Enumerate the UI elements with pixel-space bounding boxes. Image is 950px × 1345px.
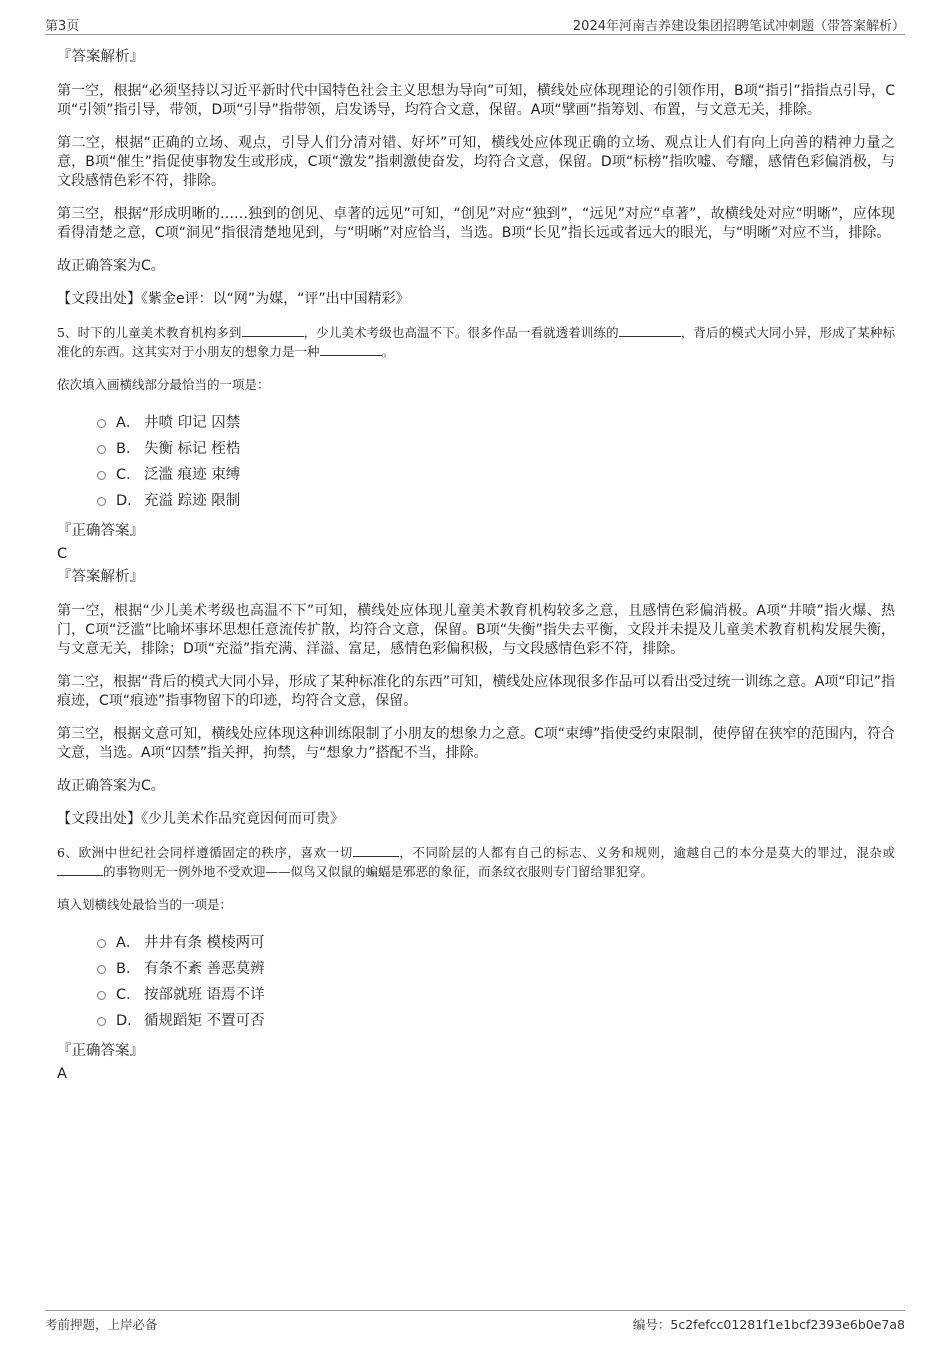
answer-blank (320, 343, 382, 356)
option-letter: D． (116, 1012, 142, 1029)
q4-conclusion: 故正确答案为C。 (57, 258, 165, 274)
page-footer (45, 1310, 905, 1333)
radio-button[interactable] (97, 471, 106, 480)
q6-option-c[interactable] (97, 980, 895, 1006)
answer-blank (353, 844, 399, 857)
option-letter: A． (116, 414, 141, 431)
q4-analysis-p2: 第二空，根据“正确的立场、观点，引导人们分清对错、好坏”可知，横线处应体现正确的立场、观点让人们有向上向善的精神力量之意，B项“催生”指促使事物发生或形成，C项“激发”指刺激使奋发，均符合文意，保留。D项“标榜”指吹嘘、夸耀，感情色彩偏消极，与文段感情色彩不符，排除。 (57, 135, 895, 189)
radio-button[interactable] (97, 991, 106, 1000)
q5-prompt: 依次填入画横线部分最恰当的一项是： (57, 377, 270, 392)
q6-answer: A (57, 1066, 67, 1082)
option-text: 按部就班 语焉不详 (144, 986, 265, 1003)
option-letter: C． (116, 986, 141, 1003)
radio-button[interactable] (97, 419, 106, 428)
option-letter: B． (116, 960, 141, 977)
document-body (57, 46, 895, 1086)
q5-option-a[interactable] (97, 408, 895, 434)
q6-prompt: 填入划横线处最恰当的一项是： (57, 897, 233, 912)
document-id: 编号：5c2fefcc01281f1e1bcf2393e6b0e7a8 (632, 1317, 905, 1332)
answer-blank (57, 863, 103, 876)
page-header (45, 12, 905, 35)
q5-answer-label: 『正确答案』 (57, 523, 144, 539)
option-text: 失衡 标记 桎梏 (144, 440, 241, 457)
option-letter: A． (116, 934, 141, 951)
q5-stem (57, 323, 895, 361)
q6-option-b[interactable] (97, 954, 895, 980)
q4-analysis-p1: 第一空，根据“必须坚持以习近平新时代中国特色社会主义思想为导向”可知，横线处应体现理论的引领作用，B项“指引”指指点引导，C项“引领”指引导，带领，D项“引导”指带领，启发诱导，均符合文意，保留。A项“擘画”指筹划、布置，与文意无关，排除。 (57, 83, 895, 118)
q5-stem-part: ，少儿美术考级也高温不下。很多作品一看就透着训练的 (303, 325, 619, 340)
option-text: 泛滥 痕迹 束缚 (144, 466, 241, 483)
answer-blank (242, 324, 304, 337)
q6-stem-part: ，不同阶层的人都有自己的标志、义务和规则，逾越自己的本分是莫大的罪过，混杂或 (398, 845, 895, 860)
q6-stem-part: 6、欧洲中世纪社会同样遵循固定的秩序，喜欢一切 (57, 845, 353, 860)
q6-stem (57, 843, 895, 881)
q6-option-d[interactable] (97, 1006, 895, 1032)
radio-button[interactable] (97, 965, 106, 974)
document-title: 2024年河南吉养建设集团招聘笔试冲刺题（带答案解析） (572, 19, 905, 34)
q6-option-a[interactable] (97, 928, 895, 954)
q5-stem-part: 。 (381, 344, 395, 359)
option-text: 充溢 踪迹 限制 (144, 492, 241, 509)
q5-conclusion: 故正确答案为C。 (57, 778, 165, 794)
q6-stem-part: 的事物则无一例外地不受欢迎——似鸟又似鼠的蝙蝠是邪恶的象征，而条纹衣服则专门留给罪犯穿。 (103, 864, 654, 879)
q4-analysis-label: 『答案解析』 (57, 49, 144, 65)
option-letter: B． (116, 440, 141, 457)
answer-blank (619, 324, 681, 337)
q4-analysis-p3: 第三空，根据“形成明晰的……独到的创见、卓著的远见”可知，“创见”对应“独到”，“远见”对应“卓著”，故横线处对应“明晰”，应体现看得清楚之意，C项“洞见”指很清楚地见到，与“明晰”对应恰当，当选。B项“长见”指长远或者远大的眼光，与“明晰”对应不当，排除。 (57, 206, 895, 241)
option-letter: D． (116, 492, 142, 509)
option-text: 井喷 印记 囚禁 (144, 414, 241, 431)
q5-option-d[interactable] (97, 486, 895, 512)
q5-option-b[interactable] (97, 434, 895, 460)
q5-analysis-p3: 第三空，根据文意可知，横线处应体现这种训练限制了小朋友的想象力之意。C项“束缚”指使受约束限制，使停留在狭窄的范围内，符合文意，当选。A项“囚禁”指关押，拘禁，与“想象力”搭配不当，排除。 (57, 726, 895, 761)
radio-button[interactable] (97, 445, 106, 454)
radio-button[interactable] (97, 1017, 106, 1026)
footer-slogan: 考前押题，上岸必备 (45, 1317, 158, 1332)
q5-stem-part: ，背后的模式大同小异，形成了某种标准化的东西。这其实对于小朋友的想象力是一种 (57, 325, 895, 359)
q5-source: 【文段出处】《少儿美术作品究竟因何而可贵》 (57, 811, 344, 827)
q6-answer-label: 『正确答案』 (57, 1043, 144, 1059)
radio-button[interactable] (97, 497, 106, 506)
q5-analysis-p2: 第二空，根据“背后的模式大同小异，形成了某种标准化的东西”可知，横线处应体现很多作品可以看出受过统一训练之意。A项“印记”指痕迹，C项“痕迹”指事物留下的印迹，均符合文意，保留。 (57, 674, 895, 709)
q5-option-c[interactable] (97, 460, 895, 486)
option-letter: C． (116, 466, 141, 483)
q5-answer: C (57, 546, 68, 562)
q5-analysis-label: 『答案解析』 (57, 569, 144, 585)
q5-analysis-p1: 第一空，根据“少儿美术考级也高温不下”可知，横线处应体现儿童美术教育机构较多之意，且感情色彩偏消极。A项“井喷”指火爆、热门，C项“泛滥”比喻坏事坏思想任意流传扩散，均符合文意，保留。B项“失衡”指失去平衡，文段并未提及儿童美术教育机构发展失衡，与文意无关，排除；D项“充溢”指充满、洋溢、富足，感情色彩偏积极，与文段感情色彩不符，排除。 (57, 603, 895, 657)
option-text: 井井有条 模棱两可 (144, 934, 265, 951)
q4-source: 【文段出处】《紫金e评：以“网”为媒，“评”出中国精彩》 (57, 291, 410, 307)
option-text: 有条不紊 善恶莫辨 (144, 960, 265, 977)
option-text: 循规蹈矩 不置可否 (144, 1012, 265, 1029)
q5-options (97, 408, 895, 512)
radio-button[interactable] (97, 939, 106, 948)
q5-stem-part: 5、时下的儿童美术教育机构多到 (57, 325, 242, 340)
q6-options (97, 928, 895, 1032)
page-number: 第3页 (45, 19, 80, 34)
